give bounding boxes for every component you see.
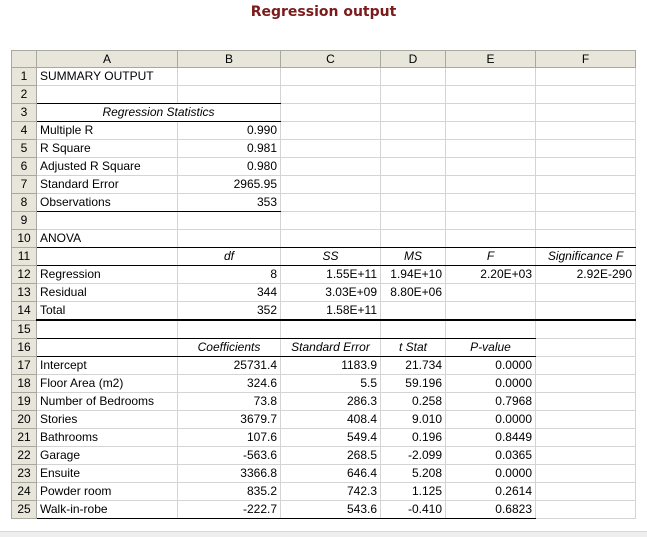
- cell[interactable]: [536, 158, 636, 176]
- cell[interactable]: 0.196: [381, 429, 446, 447]
- cell[interactable]: Multiple R: [37, 122, 178, 140]
- cell[interactable]: 2.20E+03: [446, 266, 536, 284]
- row-header[interactable]: 16: [12, 339, 37, 357]
- cell[interactable]: P-value: [446, 339, 536, 357]
- table-row: [12, 284, 636, 302]
- bottom-divider: [0, 531, 647, 537]
- cell[interactable]: 5.5: [281, 375, 381, 393]
- cell[interactable]: [446, 104, 536, 122]
- table-row: [12, 212, 636, 230]
- cell[interactable]: 324.6: [178, 375, 281, 393]
- cell[interactable]: 408.4: [281, 411, 381, 429]
- table-row: [12, 429, 636, 447]
- cell[interactable]: [281, 194, 381, 212]
- cell[interactable]: Bathrooms: [37, 429, 178, 447]
- row-header[interactable]: 20: [12, 411, 37, 429]
- cell[interactable]: 344: [178, 284, 281, 302]
- cell[interactable]: 107.6: [178, 429, 281, 447]
- row-header[interactable]: 14: [12, 302, 37, 321]
- cell[interactable]: 2965.95: [178, 176, 281, 194]
- cell[interactable]: [536, 393, 636, 411]
- row-header[interactable]: 2: [12, 86, 37, 104]
- cell[interactable]: 0.0000: [446, 375, 536, 393]
- cell[interactable]: Walk-in-robe: [37, 501, 178, 519]
- cell[interactable]: 0.980: [178, 158, 281, 176]
- table-row: [12, 411, 636, 429]
- table-row: [12, 230, 636, 248]
- cell[interactable]: 1.58E+11: [281, 302, 381, 321]
- cell[interactable]: [446, 302, 536, 321]
- cell[interactable]: 0.0365: [446, 447, 536, 465]
- table-row: [12, 176, 636, 194]
- cell[interactable]: 1183.9: [281, 357, 381, 375]
- row-header[interactable]: 6: [12, 158, 37, 176]
- cell[interactable]: 0.258: [381, 393, 446, 411]
- cell[interactable]: [446, 320, 536, 339]
- cell[interactable]: [381, 68, 446, 86]
- cell[interactable]: 0.8449: [446, 429, 536, 447]
- cell[interactable]: 352: [178, 302, 281, 321]
- row-header[interactable]: 11: [12, 248, 37, 266]
- table-row: [12, 248, 636, 266]
- cell[interactable]: [446, 230, 536, 248]
- row-header[interactable]: 21: [12, 429, 37, 447]
- cell[interactable]: Intercept: [37, 357, 178, 375]
- table-row: [12, 483, 636, 501]
- cell[interactable]: Stories: [37, 411, 178, 429]
- cell[interactable]: [281, 230, 381, 248]
- cell[interactable]: [281, 86, 381, 104]
- table-row: [12, 447, 636, 465]
- column-header-c[interactable]: C: [281, 51, 381, 68]
- cell[interactable]: [536, 140, 636, 158]
- cell[interactable]: 0.6823: [446, 501, 536, 519]
- row-header[interactable]: 5: [12, 140, 37, 158]
- column-header-f[interactable]: F: [536, 51, 636, 68]
- column-header-e[interactable]: E: [446, 51, 536, 68]
- row-header[interactable]: 7: [12, 176, 37, 194]
- table-row: [12, 158, 636, 176]
- cell[interactable]: [37, 339, 178, 357]
- cell[interactable]: 2.92E-290: [536, 266, 636, 284]
- cell[interactable]: Ensuite: [37, 465, 178, 483]
- table-row: [12, 104, 636, 122]
- cell[interactable]: [536, 501, 636, 519]
- cell[interactable]: Standard Error: [37, 176, 178, 194]
- cell[interactable]: 8.80E+06: [381, 284, 446, 302]
- cell[interactable]: [536, 122, 636, 140]
- cell[interactable]: 0.7968: [446, 393, 536, 411]
- row-header[interactable]: 1: [12, 68, 37, 86]
- row-header[interactable]: 18: [12, 375, 37, 393]
- cell[interactable]: [281, 140, 381, 158]
- cell[interactable]: [381, 158, 446, 176]
- cell[interactable]: [536, 194, 636, 212]
- cell[interactable]: [381, 122, 446, 140]
- cell[interactable]: Observations: [37, 194, 178, 212]
- cell[interactable]: [381, 302, 446, 321]
- table-row: [12, 86, 636, 104]
- cell[interactable]: df: [178, 248, 281, 266]
- cell[interactable]: 353: [178, 194, 281, 212]
- cell[interactable]: 9.010: [381, 411, 446, 429]
- table-row: [12, 302, 636, 321]
- cell[interactable]: 1.94E+10: [381, 266, 446, 284]
- cell[interactable]: 549.4: [281, 429, 381, 447]
- cell[interactable]: [446, 284, 536, 302]
- cell[interactable]: SS: [281, 248, 381, 266]
- table-row: [12, 339, 636, 357]
- cell[interactable]: [446, 212, 536, 230]
- row-header[interactable]: 8: [12, 194, 37, 212]
- cell[interactable]: t Stat: [381, 339, 446, 357]
- cell[interactable]: Total: [37, 302, 178, 321]
- cell[interactable]: 0.981: [178, 140, 281, 158]
- column-header-row: [12, 51, 636, 68]
- cell[interactable]: [37, 248, 178, 266]
- row-header[interactable]: 23: [12, 465, 37, 483]
- row-header[interactable]: 17: [12, 357, 37, 375]
- cell[interactable]: [536, 320, 636, 339]
- cell[interactable]: SUMMARY OUTPUT: [37, 68, 178, 86]
- cell[interactable]: 3679.7: [178, 411, 281, 429]
- cell[interactable]: MS: [381, 248, 446, 266]
- cell[interactable]: [37, 86, 178, 104]
- page-title: Regression output: [250, 4, 397, 20]
- select-all-corner[interactable]: [12, 51, 37, 68]
- cell[interactable]: 25731.4: [178, 357, 281, 375]
- row-header[interactable]: 25: [12, 501, 37, 519]
- table-row: [12, 266, 636, 284]
- cell[interactable]: 5.208: [381, 465, 446, 483]
- cell[interactable]: [536, 465, 636, 483]
- cell[interactable]: ANOVA: [37, 230, 178, 248]
- cell[interactable]: 0.2614: [446, 483, 536, 501]
- cell[interactable]: [381, 212, 446, 230]
- cell[interactable]: [536, 284, 636, 302]
- cell[interactable]: 3.03E+09: [281, 284, 381, 302]
- cell[interactable]: 286.3: [281, 393, 381, 411]
- cell[interactable]: [37, 320, 178, 339]
- cell[interactable]: [381, 104, 446, 122]
- cell[interactable]: Residual: [37, 284, 178, 302]
- cell[interactable]: F: [446, 248, 536, 266]
- cell[interactable]: Regression: [37, 266, 178, 284]
- row-header[interactable]: 15: [12, 320, 37, 339]
- row-header[interactable]: 12: [12, 266, 37, 284]
- spreadsheet-grid: [11, 50, 636, 519]
- cell[interactable]: [381, 140, 446, 158]
- column-header-a[interactable]: A: [37, 51, 178, 68]
- cell[interactable]: [536, 429, 636, 447]
- cell[interactable]: [178, 212, 281, 230]
- table-row: [12, 122, 636, 140]
- cell[interactable]: [381, 320, 446, 339]
- row-header[interactable]: 13: [12, 284, 37, 302]
- cell[interactable]: [281, 104, 381, 122]
- cell[interactable]: 3366.8: [178, 465, 281, 483]
- cell[interactable]: [381, 176, 446, 194]
- column-header-b[interactable]: B: [178, 51, 281, 68]
- cell[interactable]: 543.6: [281, 501, 381, 519]
- cell[interactable]: 0.0000: [446, 411, 536, 429]
- cell[interactable]: 1.55E+11: [281, 266, 381, 284]
- cell[interactable]: Garage: [37, 447, 178, 465]
- cell[interactable]: [281, 212, 381, 230]
- cell[interactable]: [536, 68, 636, 86]
- row-header[interactable]: 4: [12, 122, 37, 140]
- cell[interactable]: 21.734: [381, 357, 446, 375]
- cell[interactable]: Adjusted R Square: [37, 158, 178, 176]
- table-row: [12, 140, 636, 158]
- cell[interactable]: [536, 339, 636, 357]
- cell[interactable]: 1.125: [381, 483, 446, 501]
- cell[interactable]: [536, 357, 636, 375]
- cell[interactable]: [381, 230, 446, 248]
- cell[interactable]: Powder room: [37, 483, 178, 501]
- cell[interactable]: 8: [178, 266, 281, 284]
- row-header[interactable]: 10: [12, 230, 37, 248]
- cell[interactable]: 646.4: [281, 465, 381, 483]
- cell[interactable]: [536, 483, 636, 501]
- cell[interactable]: 0.0000: [446, 357, 536, 375]
- cell[interactable]: [536, 447, 636, 465]
- cell[interactable]: [281, 158, 381, 176]
- cell[interactable]: [446, 158, 536, 176]
- table-row: [12, 320, 636, 339]
- cell[interactable]: 0.990: [178, 122, 281, 140]
- cell[interactable]: Number of Bedrooms: [37, 393, 178, 411]
- cell[interactable]: [536, 104, 636, 122]
- cell[interactable]: [381, 194, 446, 212]
- table-row: [12, 357, 636, 375]
- table-row: [12, 375, 636, 393]
- cell[interactable]: Standard Error: [281, 339, 381, 357]
- row-header[interactable]: 19: [12, 393, 37, 411]
- cell[interactable]: [178, 320, 281, 339]
- row-header[interactable]: 24: [12, 483, 37, 501]
- section-heading[interactable]: Regression Statistics: [37, 104, 281, 122]
- cell[interactable]: [178, 86, 281, 104]
- cell[interactable]: Floor Area (m2): [37, 375, 178, 393]
- cell[interactable]: 59.196: [381, 375, 446, 393]
- table-row: [12, 393, 636, 411]
- row-header[interactable]: 9: [12, 212, 37, 230]
- table-row: [12, 501, 636, 519]
- cell[interactable]: [446, 86, 536, 104]
- column-header-d[interactable]: D: [381, 51, 446, 68]
- cell[interactable]: [536, 212, 636, 230]
- cell[interactable]: [536, 86, 636, 104]
- cell[interactable]: [536, 375, 636, 393]
- cell[interactable]: [446, 176, 536, 194]
- cell[interactable]: [37, 212, 178, 230]
- row-header[interactable]: 22: [12, 447, 37, 465]
- cell[interactable]: [446, 140, 536, 158]
- cell[interactable]: [281, 68, 381, 86]
- cell[interactable]: [178, 230, 281, 248]
- cell[interactable]: [536, 230, 636, 248]
- cell[interactable]: [446, 194, 536, 212]
- cell[interactable]: Significance F: [536, 248, 636, 266]
- cell[interactable]: [536, 302, 636, 321]
- cell[interactable]: R Square: [37, 140, 178, 158]
- table-row: [12, 194, 636, 212]
- cell[interactable]: [281, 122, 381, 140]
- cell[interactable]: [446, 68, 536, 86]
- cell[interactable]: [381, 86, 446, 104]
- spreadsheet: [11, 50, 636, 519]
- cell[interactable]: -222.7: [178, 501, 281, 519]
- cell[interactable]: 742.3: [281, 483, 381, 501]
- row-header[interactable]: 3: [12, 104, 37, 122]
- cell[interactable]: [536, 176, 636, 194]
- cell[interactable]: [178, 68, 281, 86]
- cell[interactable]: 0.0000: [446, 465, 536, 483]
- table-row: [12, 465, 636, 483]
- cell[interactable]: 268.5: [281, 447, 381, 465]
- cell[interactable]: [281, 176, 381, 194]
- cell[interactable]: -563.6: [178, 447, 281, 465]
- cell[interactable]: [536, 411, 636, 429]
- table-row: [12, 68, 636, 86]
- cell[interactable]: Coefficients: [178, 339, 281, 357]
- cell[interactable]: [281, 320, 381, 339]
- cell[interactable]: [446, 122, 536, 140]
- cell[interactable]: -2.099: [381, 447, 446, 465]
- cell[interactable]: 73.8: [178, 393, 281, 411]
- cell[interactable]: 835.2: [178, 483, 281, 501]
- cell[interactable]: -0.410: [381, 501, 446, 519]
